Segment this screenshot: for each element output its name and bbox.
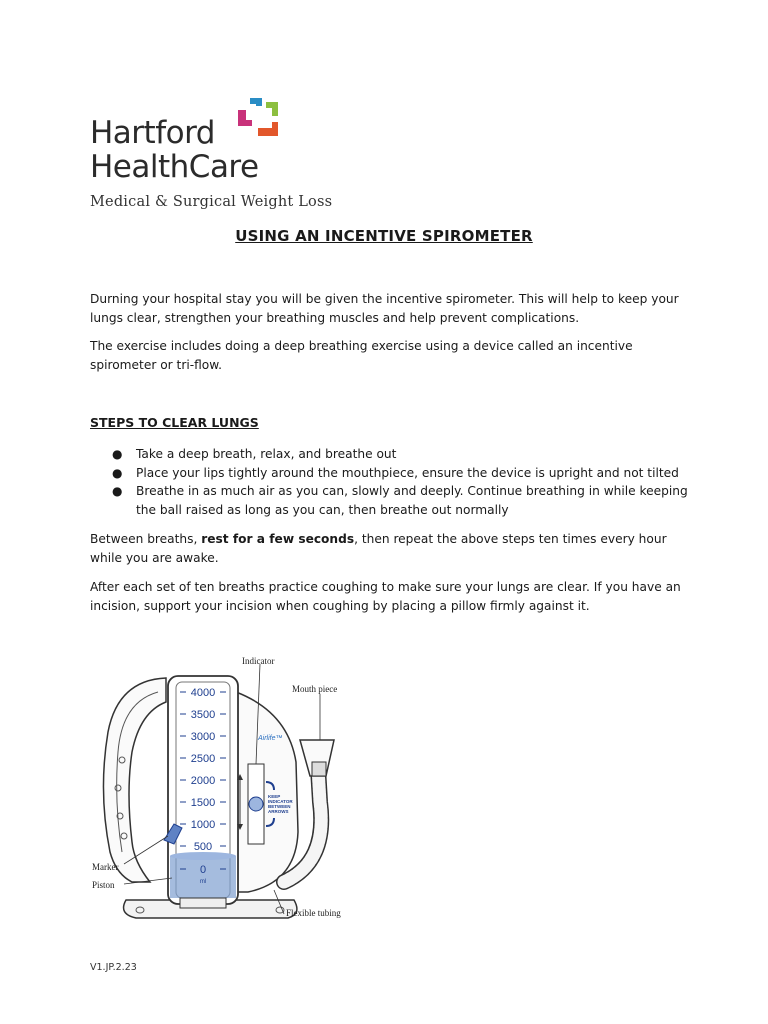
- list-item: [112, 445, 692, 464]
- scale-label: 3000: [190, 731, 216, 743]
- rest-text-bold: rest for a few seconds: [201, 532, 355, 546]
- scale-label: 3500: [190, 709, 216, 721]
- scale-label: 1500: [190, 797, 216, 809]
- bullet-icon: ●: [112, 465, 123, 480]
- scale-label: 0: [199, 864, 207, 876]
- keep-label: INDICATOR: [268, 799, 293, 804]
- logo-text-healthcare: HealthCare: [90, 149, 259, 185]
- rest-text-before: Between breaths,: [90, 532, 202, 546]
- list-item: [112, 464, 692, 483]
- intro-paragraph-2: The exercise includes doing a deep breathing exercise using a device called an incentive spirometer or tri-flow.: [90, 339, 633, 372]
- intro-paragraph-1: Durning your hospital stay you will be given the incentive spirometer. This will help to keep your lungs clear, strengthen your breathing muscles and help prevent complications.: [90, 292, 679, 325]
- marker-label: Marker: [92, 862, 119, 872]
- scale-label: 1000: [190, 819, 216, 831]
- scale-label: 2000: [190, 775, 216, 787]
- steps-heading: STEPS TO CLEAR LUNGS: [90, 415, 259, 430]
- list-item-text: Breathe in as much air as you can, slowly and deeply. Continue breathing in while keeping the ball raised as long as you can, then breathe out normally: [136, 484, 688, 517]
- scale-unit: ml: [199, 879, 207, 885]
- rest-paragraph: [90, 530, 690, 567]
- mouthpiece-label: Mouth piece: [292, 684, 338, 694]
- keep-label: BETWEEN: [268, 804, 291, 809]
- cough-paragraph: After each set of ten breaths practice coughing to make sure your lungs are clear. If you have an incision, support your incision when coughing by placing a pillow firmly against it.: [90, 580, 681, 613]
- logo-text-hartford: Hartford: [90, 115, 215, 151]
- scale-label: 4000: [190, 687, 216, 699]
- page-title: USING AN INCENTIVE SPIROMETER: [235, 227, 533, 245]
- piston-label: Piston: [92, 880, 115, 890]
- hartford-healthcare-logo: [90, 92, 333, 212]
- scale-label: 500: [193, 841, 213, 853]
- list-item: [112, 482, 692, 519]
- bullet-icon: ●: [112, 484, 123, 498]
- keep-label: ARROWS: [268, 809, 289, 814]
- indicator-label: Indicator: [242, 656, 275, 666]
- scale-label: 2500: [190, 753, 216, 765]
- keep-label: KEEP: [268, 794, 281, 799]
- tubing-label: Flexible tubing: [286, 908, 341, 918]
- version-footer: V1.JP.2.23: [90, 962, 137, 973]
- spirometer-diagram: [88, 652, 368, 924]
- bullet-icon: ●: [112, 447, 123, 461]
- logo-mark-icon: [236, 94, 282, 140]
- rest-text-after: , then repeat the above steps ten times every hour while you are awake.: [90, 532, 667, 565]
- list-item-text: Take a deep breath, relax, and breathe out: [136, 447, 397, 461]
- logo-text-subtitle: Medical & Surgical Weight Loss: [90, 194, 333, 210]
- steps-list: [112, 445, 692, 519]
- list-item-text: Place your lips tightly around the mouthpiece, ensure the device is upright and not tilted: [136, 465, 679, 480]
- brand-label: Airlife™: [258, 735, 283, 742]
